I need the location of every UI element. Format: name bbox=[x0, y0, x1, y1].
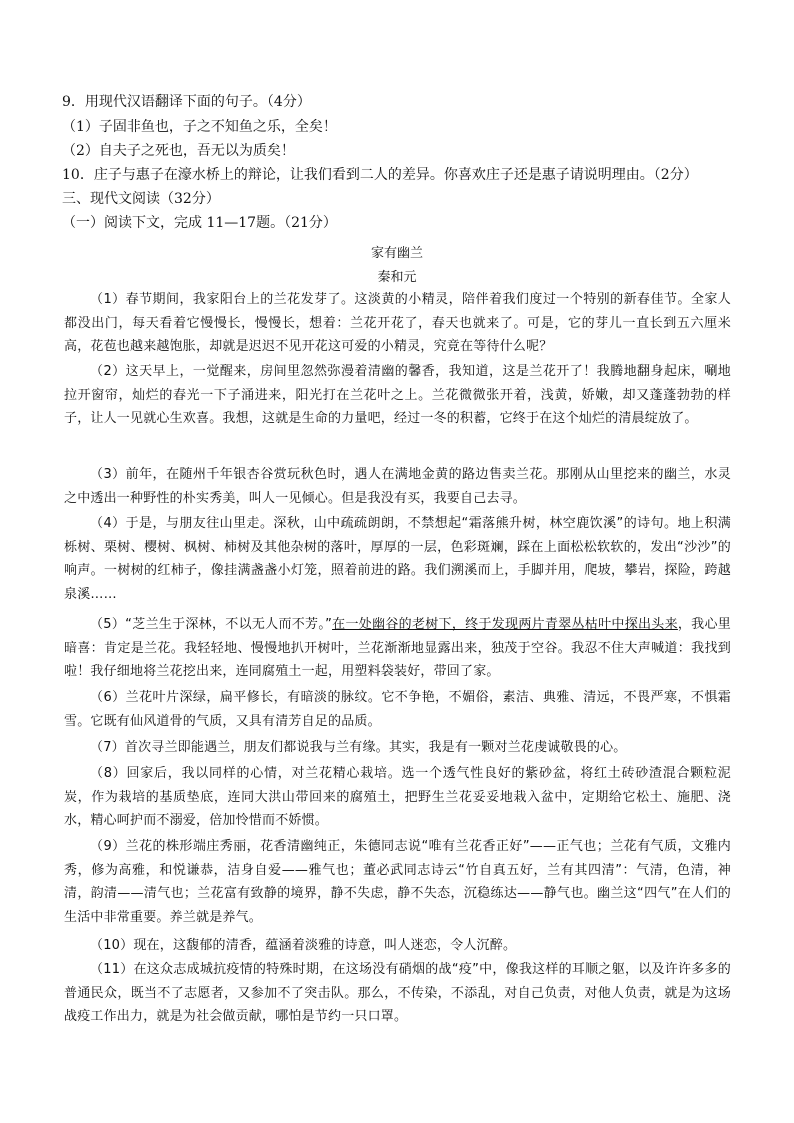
paragraph-3: （3）前年，在随州千年银杏谷赏玩秋色时，遇人在满地金黄的路边售卖兰花。那刚从山里挖来的幽兰，水灵之中透出一种野性的朴实秀美，叫人一见倾心。但是我没有买，我要自己去寻。 bbox=[64, 467, 731, 506]
paragraph-9: （9）兰花的株形端庄秀丽，花香清幽纯正，朱德同志说“唯有兰花香正好”——正气也；兰花有气质，文雅内秀，修为高雅，和悦谦恭，洁身自爱——雅气也；董必武同志诗云“竹自真五好，兰有其四清”：气清，色清，神清，韵清——清气也；兰花富有致静的境界，静不失虑，静不失态，沉稳练达——静气也。幽兰这“四气”在人们的生活中非常重要。养兰就是养气。 bbox=[64, 839, 731, 925]
section-3-part-1-heading: （一）阅读下文，完成 11—17题。（21分） bbox=[62, 215, 337, 231]
paragraph-5-rest: ，我心里暗喜：肯定是兰花。我轻轻地、慢慢地扒开树叶，兰花渐渐地显露出来，独茂于空谷。我忍不住大声喊道：我找到啦！我仔细地将兰花挖出来，连同腐殖土一起，用塑料袋装好，带回了家。 bbox=[64, 617, 731, 679]
paragraph-1: （1）春节期间，我家阳台上的兰花发芽了。这淡黄的小精灵，陪伴着我们度过一个特别的新春佳节。全家人都没出门，每天看着它慢慢长，慢慢长，想着：兰花开花了，春天也就来了。可是，它的芽儿一直长到五六厘米高，花苞也越来越饱胀，却就是迟迟不见开花这可爱的小精灵，究竟在等待什么呢？ bbox=[64, 292, 731, 354]
article-title: 家有幽兰 bbox=[370, 246, 423, 261]
paragraph-8: （8）回家后，我以同样的心情，对兰花精心栽培。选一个透气性良好的紫砂盆，将红土砖砂渣混合颗粒泥炭，作为栽培的基质垫底，连同大洪山带回来的腐殖土，把野生兰花妥妥地栽入盆中，定期给它松土、施肥、浇水，精心呵护而不溺爱，倍加怜惜而不娇惯。 bbox=[64, 766, 731, 828]
paragraph-5-quote: （5）“芝兰生于深林，不以无人而不芳。” bbox=[90, 617, 333, 632]
paragraph-6: （6）兰花叶片深绿，扁平修长，有暗淡的脉纹。它不争艳，不媚俗，素洁、典雅、清远，不畏严寒，不惧霜雪。它既有仙风道骨的气质，又具有清芳自足的品质。 bbox=[64, 690, 731, 729]
question-9: 9．用现代汉语翻译下面的句子。（4分） bbox=[62, 94, 311, 110]
question-9-item-1: （1）子固非鱼也，子之不知鱼之乐，全矣！ bbox=[62, 119, 337, 135]
paragraph-4: （4）于是，与朋友往山里走。深秋，山中疏疏朗朗，不禁想起“霜落熊升树，林空鹿饮溪”的诗句。地上积满栎树、栗树、樱树、枫树、柿树及其他杂树的落叶，厚厚的一层，色彩斑斓，踩在上面松松软软的，发出“沙沙”的响声。一树树的红柿子，像挂满盏盏小灯笼，照着前进的路。我们溯溪而上，手脚并用，爬坡，攀岩，探险，跨越泉溪…… bbox=[64, 516, 731, 602]
paragraph-5-underlined-sentence: 在一处幽谷的老树下，终于发现两片青翠丛枯叶中探出头来 bbox=[332, 617, 678, 632]
paragraph-5 bbox=[64, 613, 731, 684]
paragraph-2: （2）这天早上，一觉醒来，房间里忽然弥漫着清幽的馨香，我知道，这是兰花开了！我腾地翻身起床，唰地拉开窗帘，灿烂的春光一下子涌进来，阳光打在兰花叶之上。兰花微微张开着，浅黄，娇嫩，却又蓬蓬勃勃的样子，让人一见就心生欢喜。我想，这就是生命的力量吧，经过一冬的积蓄，它终于在这个灿烂的清晨绽放了。 bbox=[64, 364, 731, 426]
paragraph-7: （7）首次寻兰即能遇兰，朋友们都说我与兰有缘。其实，我是有一颗对兰花虔诚敬畏的心。 bbox=[90, 740, 627, 755]
paragraph-11: （11）在这众志成城抗疫情的特殊时期，在这场没有硝烟的战“疫”中，像我这样的耳顺之躯，以及许许多多的普通民众，既当不了志愿者，又参加不了突击队。那么，不传染，不添乱，对自己负责，对他人负责，就是为这场战疫工作出力，就是为社会做贡献，哪怕是节约一只口罩。 bbox=[64, 962, 731, 1024]
paragraph-10: （10）现在，这馥郁的清香，蕴涵着淡雅的诗意，叫人迷恋，令人沉醉。 bbox=[90, 938, 517, 953]
question-9-item-2: （2）自夫子之死也，吾无以为质矣！ bbox=[62, 143, 295, 159]
article-author: 秦和元 bbox=[377, 270, 417, 285]
question-10: 10．庄子与惠子在濠水桥上的辩论，让我们看到二人的差异。你喜欢庄子还是惠子请说明理由。（2分） bbox=[62, 167, 698, 183]
section-3-heading: 三、现代文阅读（32分） bbox=[62, 191, 220, 207]
